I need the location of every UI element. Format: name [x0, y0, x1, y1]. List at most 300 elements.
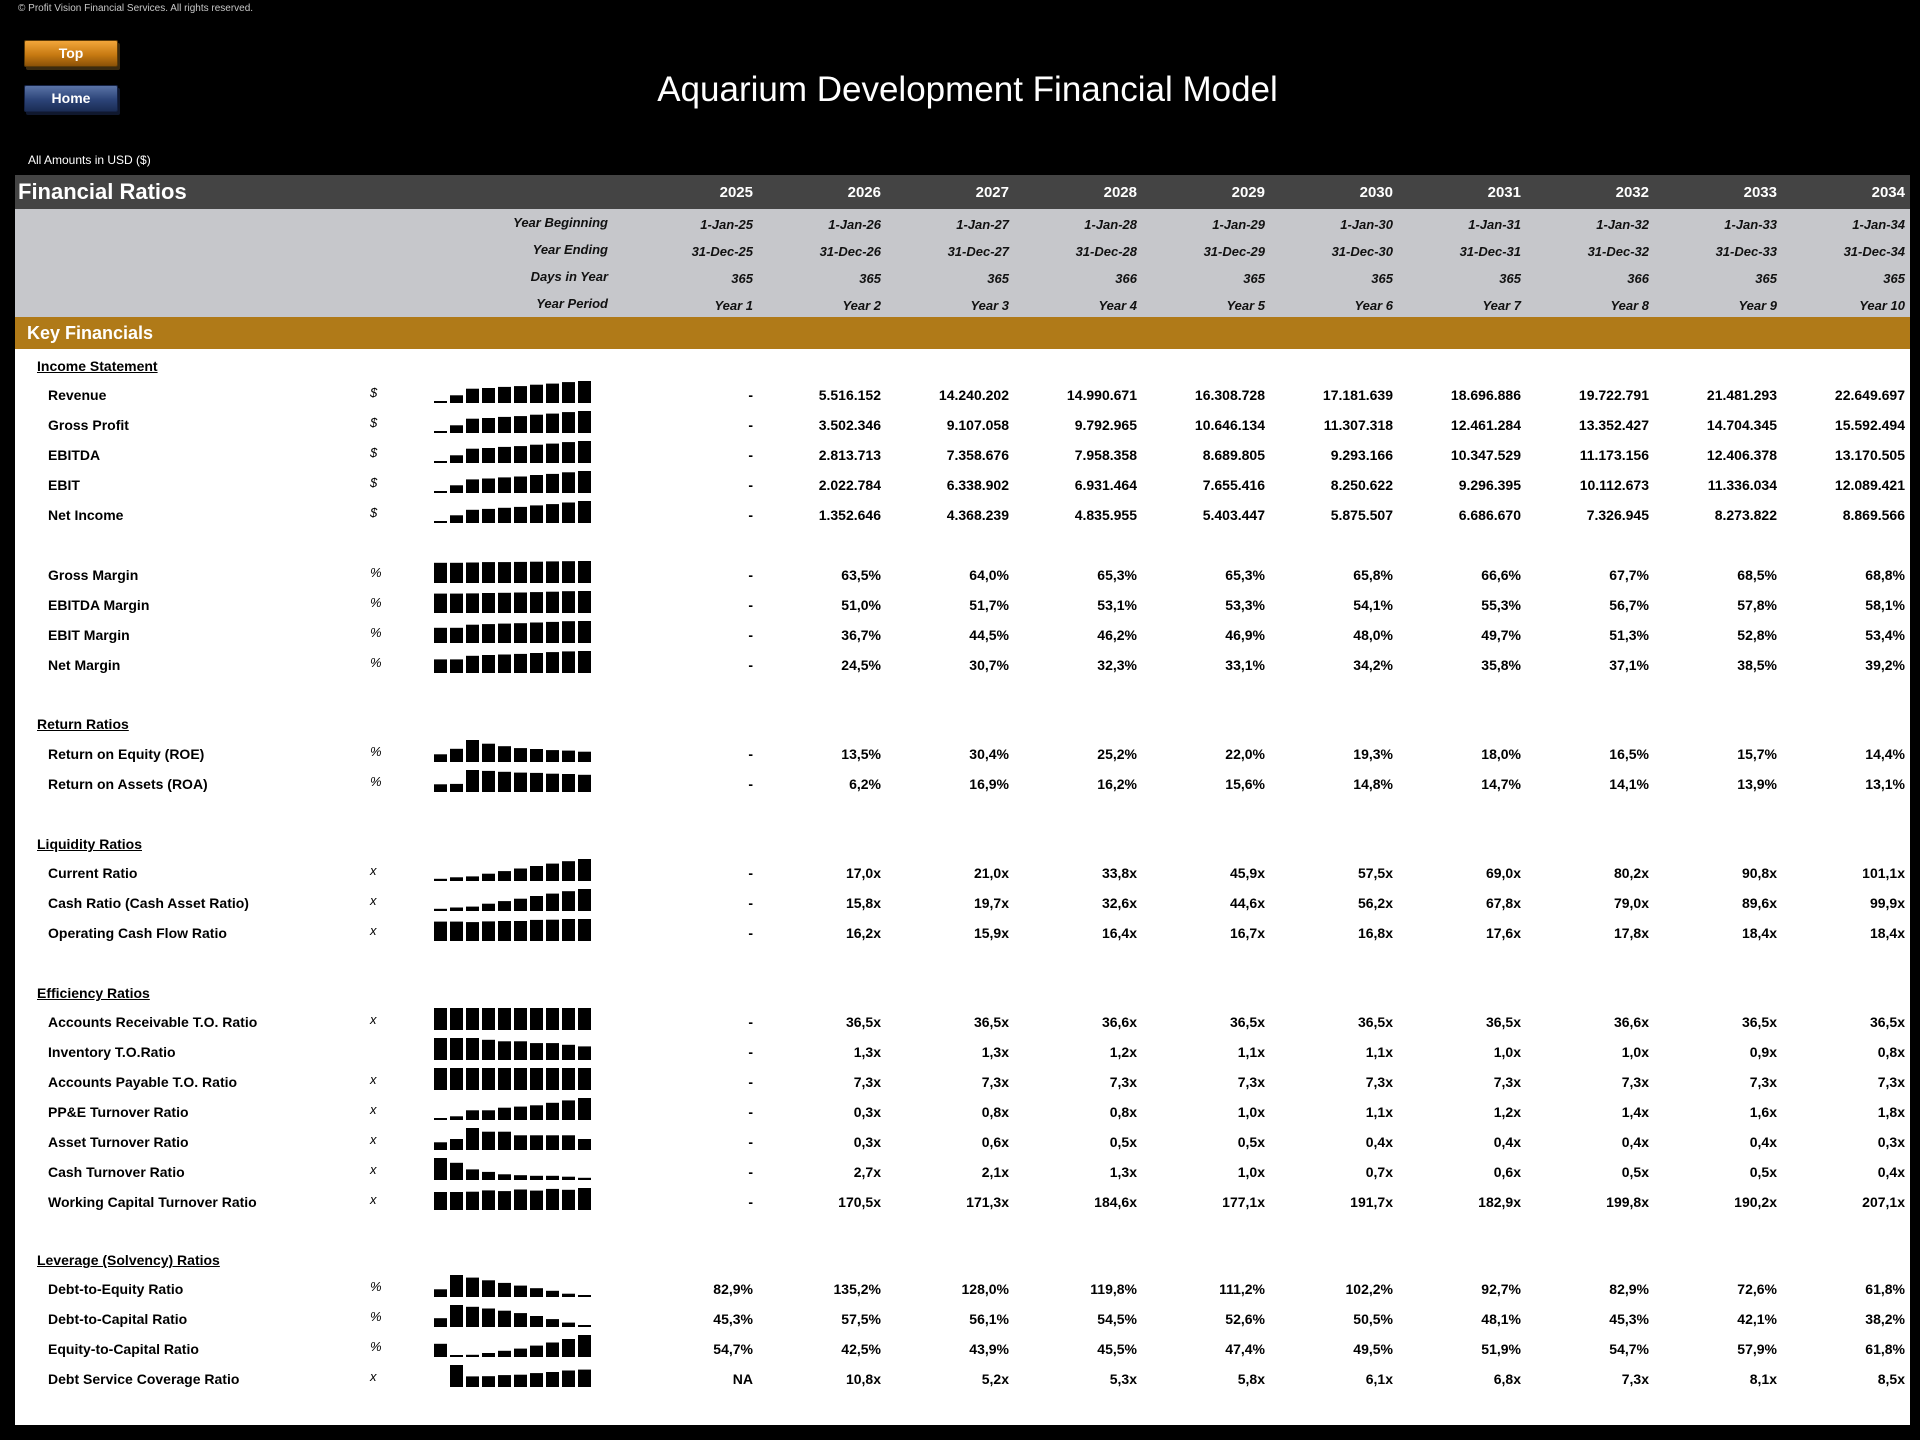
- home-button[interactable]: Home: [24, 85, 118, 112]
- spark-bar: [514, 1175, 527, 1180]
- value-cell: 58,1%: [1865, 597, 1905, 613]
- spark-bar: [450, 659, 463, 673]
- sparkline: [433, 1008, 593, 1030]
- spark-bar: [546, 750, 559, 762]
- value-cell: 18,4x: [1741, 925, 1777, 941]
- sparkline: [433, 770, 593, 792]
- value-cell: -: [748, 477, 753, 493]
- value-cell: 30,7%: [969, 657, 1009, 673]
- spark-bar: [466, 1278, 479, 1297]
- value-cell: 16,2%: [1097, 776, 1137, 792]
- spark-bar: [562, 412, 575, 433]
- spark-bar: [530, 1373, 543, 1387]
- spark-bar: [482, 509, 495, 523]
- row-label: Inventory T.O.Ratio: [48, 1044, 176, 1060]
- spark-bar: [482, 744, 495, 762]
- info-row-value: 1-Jan-31: [1468, 217, 1521, 232]
- info-row-value: 31-Dec-30: [1331, 244, 1393, 259]
- value-cell: -: [748, 1194, 753, 1210]
- spark-bar: [482, 1376, 495, 1387]
- info-row-value: 1-Jan-33: [1724, 217, 1777, 232]
- spark-bar: [498, 655, 511, 674]
- info-row-value: 1-Jan-25: [700, 217, 753, 232]
- spark-bar: [466, 922, 479, 941]
- top-button[interactable]: Top: [24, 40, 118, 67]
- spark-bar: [498, 1311, 511, 1327]
- info-row-value: Year 3: [970, 298, 1009, 313]
- value-cell: 14,7%: [1481, 776, 1521, 792]
- spark-bar: [434, 628, 447, 643]
- value-cell: 5.516.152: [818, 387, 881, 403]
- value-cell: 1,6x: [1749, 1104, 1777, 1120]
- spark-bar: [562, 561, 575, 583]
- value-cell: 16,5%: [1609, 746, 1649, 762]
- value-cell: 51,0%: [841, 597, 881, 613]
- value-cell: 39,2%: [1865, 657, 1905, 673]
- value-cell: 36,5x: [1485, 1014, 1521, 1030]
- row-unit: x: [370, 1102, 377, 1117]
- spark-bar: [578, 651, 591, 673]
- spark-bar: [482, 1309, 495, 1328]
- info-row-value: 31-Dec-29: [1203, 244, 1265, 259]
- spark-bar: [482, 418, 495, 433]
- spark-bar: [514, 1008, 527, 1030]
- spark-bar: [498, 1174, 511, 1180]
- spark-bar: [578, 919, 591, 941]
- spark-bar: [562, 651, 575, 673]
- spark-bar: [466, 876, 479, 881]
- value-cell: 9.792.965: [1074, 417, 1137, 433]
- spark-bar: [450, 485, 463, 493]
- spark-bar: [482, 388, 495, 403]
- spark-bar: [482, 448, 495, 463]
- spark-bar: [498, 1283, 511, 1297]
- value-cell: 63,5%: [841, 567, 881, 583]
- value-cell: 5.875.507: [1330, 507, 1393, 523]
- value-cell: 0,5x: [1237, 1134, 1265, 1150]
- value-cell: -: [748, 1014, 753, 1030]
- spark-bar: [450, 784, 463, 792]
- value-cell: -: [748, 417, 753, 433]
- value-cell: 15,7%: [1737, 746, 1777, 762]
- value-cell: 49,5%: [1353, 1341, 1393, 1357]
- value-cell: 36,5x: [1741, 1014, 1777, 1030]
- value-cell: 0,4x: [1749, 1134, 1777, 1150]
- row-label: Cash Ratio (Cash Asset Ratio): [48, 895, 249, 911]
- spark-bar: [546, 474, 559, 493]
- row-label: Net Income: [48, 507, 124, 523]
- row-label: Gross Margin: [48, 567, 139, 583]
- info-row-value: 31-Dec-25: [691, 244, 753, 259]
- value-cell: 1,3x: [981, 1044, 1009, 1060]
- spark-bar: [578, 889, 591, 911]
- spark-bar: [530, 445, 543, 463]
- info-row-value: 31-Dec-28: [1075, 244, 1137, 259]
- spark-bar: [546, 1189, 559, 1210]
- value-cell: 11.307.318: [1323, 417, 1393, 433]
- spark-bar: [482, 1132, 495, 1150]
- row-label: Return on Equity (ROE): [48, 746, 205, 762]
- value-cell: 5,8x: [1237, 1371, 1265, 1387]
- value-cell: 16,2x: [845, 925, 881, 941]
- value-cell: 47,4%: [1225, 1341, 1265, 1357]
- info-row-value: 365: [859, 271, 881, 286]
- spark-bar: [482, 1190, 495, 1210]
- spark-bar: [530, 1288, 543, 1297]
- sparkline: [433, 381, 593, 403]
- value-cell: 1,1x: [1365, 1104, 1393, 1120]
- value-cell: 190,2x: [1734, 1194, 1777, 1210]
- sparkline: [433, 889, 593, 911]
- spark-bar: [530, 623, 543, 644]
- key-financials-bar: [15, 317, 1910, 349]
- section-header-bar: [15, 175, 1910, 209]
- value-cell: 32,3%: [1097, 657, 1137, 673]
- spark-bar: [450, 563, 463, 583]
- spark-bar: [530, 896, 543, 911]
- row-label: EBIT Margin: [48, 627, 130, 643]
- spark-bar: [530, 562, 543, 583]
- section-heading: Liquidity Ratios: [37, 836, 142, 852]
- spark-bar: [514, 1286, 527, 1297]
- year-header: 2034: [1871, 184, 1905, 201]
- row-unit: $: [370, 415, 378, 430]
- info-row-label: Year Beginning: [513, 215, 608, 230]
- value-cell: 128,0%: [961, 1281, 1009, 1297]
- spark-bar: [562, 1100, 575, 1120]
- row-label: Asset Turnover Ratio: [48, 1134, 189, 1150]
- value-cell: 111,2%: [1219, 1281, 1265, 1297]
- spark-bar: [434, 879, 447, 881]
- spark-bar: [466, 1376, 479, 1387]
- value-cell: 14,1%: [1609, 776, 1649, 792]
- value-cell: 36,5x: [845, 1014, 881, 1030]
- value-cell: 48,1%: [1481, 1311, 1521, 1327]
- row-unit: %: [370, 1279, 382, 1294]
- value-cell: 34,2%: [1353, 657, 1393, 673]
- spark-bar: [546, 1176, 559, 1180]
- value-cell: -: [748, 865, 753, 881]
- spark-bar: [482, 479, 495, 494]
- value-cell: 7,3x: [1621, 1371, 1649, 1387]
- info-row-value: 1-Jan-32: [1596, 217, 1649, 232]
- value-cell: 7,3x: [1365, 1074, 1393, 1090]
- value-cell: 119,8%: [1090, 1281, 1137, 1297]
- value-cell: 8,5x: [1877, 1371, 1905, 1387]
- sparkline: [433, 1068, 593, 1090]
- value-cell: 57,5x: [1357, 865, 1393, 881]
- value-cell: 0,3x: [853, 1104, 881, 1120]
- info-row-value: 365: [1499, 271, 1521, 286]
- value-cell: 36,5x: [1229, 1014, 1265, 1030]
- spark-bar: [434, 1289, 447, 1297]
- value-cell: 36,5x: [1357, 1014, 1393, 1030]
- spark-bar: [562, 1008, 575, 1030]
- value-cell: 13.170.505: [1834, 447, 1905, 463]
- value-cell: 7,3x: [1237, 1074, 1265, 1090]
- value-cell: -: [748, 1104, 753, 1120]
- spark-bar: [482, 874, 495, 881]
- spark-bar: [450, 594, 463, 613]
- value-cell: 5.403.447: [1202, 507, 1265, 523]
- spark-bar: [466, 510, 479, 523]
- spark-bar: [578, 1335, 591, 1357]
- spark-bar: [466, 656, 479, 673]
- info-row-value: Year 4: [1098, 298, 1137, 313]
- spark-bar: [466, 1110, 479, 1120]
- value-cell: -: [748, 925, 753, 941]
- spark-bar: [530, 1191, 543, 1210]
- spark-bar: [466, 479, 479, 493]
- value-cell: 13.352.427: [1578, 417, 1649, 433]
- spark-bar: [466, 1169, 479, 1180]
- value-cell: 33,8x: [1101, 865, 1137, 881]
- spark-bar: [530, 505, 543, 523]
- value-cell: 15,6%: [1225, 776, 1265, 792]
- value-cell: 6.686.670: [1458, 507, 1521, 523]
- spark-bar: [434, 1068, 447, 1090]
- spark-bar: [562, 1190, 575, 1210]
- value-cell: 101,1x: [1862, 865, 1905, 881]
- spark-bar: [514, 654, 527, 673]
- spark-bar: [530, 1008, 543, 1030]
- value-cell: 36,6x: [1101, 1014, 1137, 1030]
- spark-bar: [578, 441, 591, 463]
- row-label: PP&E Turnover Ratio: [48, 1104, 189, 1120]
- spark-bar: [498, 772, 511, 792]
- value-cell: -: [748, 1134, 753, 1150]
- spark-bar: [578, 1178, 591, 1180]
- year-header: 2029: [1231, 184, 1265, 201]
- value-cell: -: [748, 657, 753, 673]
- spark-bar: [514, 899, 527, 911]
- spark-bar: [482, 624, 495, 643]
- info-row-value: 1-Jan-30: [1340, 217, 1393, 232]
- info-row-value: 31-Dec-26: [819, 244, 881, 259]
- spark-bar: [482, 1280, 495, 1297]
- year-header: 2031: [1487, 184, 1521, 201]
- row-label: Debt Service Coverage Ratio: [48, 1371, 240, 1387]
- spark-bar: [498, 1008, 511, 1030]
- spark-bar: [434, 491, 447, 493]
- spark-bar: [434, 521, 447, 523]
- value-cell: 9.293.166: [1330, 447, 1393, 463]
- spark-bar: [530, 592, 543, 613]
- spark-bar: [434, 1344, 447, 1357]
- value-cell: 57,9%: [1737, 1341, 1777, 1357]
- spark-bar: [578, 859, 591, 881]
- spark-bar: [434, 563, 447, 583]
- info-row-value: Year 10: [1859, 298, 1905, 313]
- value-cell: 10,8x: [845, 1371, 881, 1387]
- info-row-value: 365: [731, 271, 753, 286]
- year-header: 2026: [847, 184, 881, 201]
- row-unit: x: [370, 1012, 377, 1027]
- spark-bar: [434, 659, 447, 673]
- info-row-value: Year 8: [1610, 298, 1649, 313]
- value-cell: 61,8%: [1865, 1281, 1905, 1297]
- spark-bar: [546, 504, 559, 523]
- value-cell: 2.022.784: [818, 477, 881, 493]
- value-cell: 18,4x: [1869, 925, 1905, 941]
- info-row-label: Year Ending: [532, 242, 608, 257]
- value-cell: 0,4x: [1493, 1134, 1521, 1150]
- value-cell: 57,5%: [841, 1311, 881, 1327]
- info-row-value: 1-Jan-26: [828, 217, 881, 232]
- info-row-value: 366: [1627, 271, 1649, 286]
- value-cell: 54,7%: [713, 1341, 753, 1357]
- spark-bar: [450, 1068, 463, 1090]
- row-unit: %: [370, 1309, 382, 1324]
- value-cell: 1,3x: [853, 1044, 881, 1060]
- value-cell: 32,6x: [1101, 895, 1137, 911]
- value-cell: 45,9x: [1229, 865, 1265, 881]
- info-row-value: 365: [987, 271, 1009, 286]
- spark-bar: [514, 1349, 527, 1357]
- value-cell: 44,6x: [1229, 895, 1265, 911]
- sparkline: [433, 919, 593, 941]
- info-row-label: Days in Year: [530, 269, 608, 284]
- value-cell: -: [748, 597, 753, 613]
- spark-bar: [578, 381, 591, 403]
- spark-bar: [578, 561, 591, 583]
- spark-bar: [514, 446, 527, 463]
- spark-bar: [514, 1313, 527, 1327]
- value-cell: 12.406.378: [1706, 447, 1777, 463]
- spark-bar: [514, 416, 527, 433]
- spark-bar: [578, 1098, 591, 1120]
- value-cell: 54,1%: [1353, 597, 1393, 613]
- value-cell: 24,5%: [841, 657, 881, 673]
- spark-bar: [450, 515, 463, 523]
- row-label: Debt-to-Equity Ratio: [48, 1281, 184, 1297]
- value-cell: 49,7%: [1481, 627, 1521, 643]
- value-cell: 21,0x: [973, 865, 1009, 881]
- spark-bar: [498, 1068, 511, 1090]
- value-cell: 42,1%: [1737, 1311, 1777, 1327]
- value-cell: 1,0x: [1237, 1164, 1265, 1180]
- value-cell: 7.326.945: [1586, 507, 1649, 523]
- spark-bar: [546, 1103, 559, 1120]
- spark-bar: [450, 877, 463, 881]
- value-cell: 13,5%: [841, 746, 881, 762]
- spark-bar: [450, 1139, 463, 1150]
- value-cell: 6.338.902: [946, 477, 1009, 493]
- year-header: 2028: [1103, 184, 1137, 201]
- sparkline: [433, 501, 593, 523]
- value-cell: 0,9x: [1749, 1044, 1777, 1060]
- row-unit: x: [370, 1162, 377, 1177]
- spark-bar: [514, 1375, 527, 1387]
- value-cell: -: [748, 1164, 753, 1180]
- sparkline: [433, 471, 593, 493]
- spark-bar: [514, 562, 527, 583]
- spark-bar: [546, 622, 559, 643]
- spark-bar: [482, 904, 495, 911]
- value-cell: 14,4%: [1865, 746, 1905, 762]
- spark-bar: [514, 1068, 527, 1090]
- sparkline: [433, 740, 593, 762]
- spark-bar: [578, 1139, 591, 1150]
- value-cell: 45,3%: [713, 1311, 753, 1327]
- value-cell: 14.990.671: [1066, 387, 1137, 403]
- value-cell: 15,9x: [973, 925, 1009, 941]
- spark-bar: [450, 922, 463, 941]
- value-cell: 8.869.566: [1842, 507, 1905, 523]
- sparkline: [433, 1335, 593, 1357]
- spark-bar: [546, 894, 559, 911]
- value-cell: NA: [732, 1371, 753, 1387]
- row-unit: %: [370, 595, 382, 610]
- spark-bar: [562, 1135, 575, 1150]
- spark-bar: [562, 1294, 575, 1297]
- value-cell: 15.592.494: [1834, 417, 1905, 433]
- row-unit: %: [370, 625, 382, 640]
- row-label: Accounts Receivable T.O. Ratio: [48, 1014, 258, 1030]
- spark-bar: [578, 621, 591, 643]
- value-cell: 16.308.728: [1194, 387, 1265, 403]
- spark-bar: [530, 773, 543, 792]
- value-cell: 0,4x: [1621, 1134, 1649, 1150]
- value-cell: 0,5x: [1749, 1164, 1777, 1180]
- value-cell: 9.107.058: [946, 417, 1009, 433]
- spark-bar: [498, 1191, 511, 1210]
- info-row-value: 31-Dec-34: [1843, 244, 1905, 259]
- year-header: 2025: [719, 184, 753, 201]
- spark-bar: [562, 1339, 575, 1357]
- spark-bar: [498, 746, 511, 762]
- value-cell: 177,1x: [1222, 1194, 1265, 1210]
- value-cell: 22.649.697: [1834, 387, 1905, 403]
- spark-bar: [546, 561, 559, 583]
- value-cell: 12.461.284: [1450, 417, 1521, 433]
- value-cell: 54,7%: [1609, 1341, 1649, 1357]
- spark-bar: [578, 1325, 591, 1327]
- spark-bar: [466, 770, 479, 792]
- spark-bar: [546, 864, 559, 881]
- page-title: Aquarium Development Financial Model: [657, 70, 1278, 109]
- value-cell: 80,2x: [1613, 865, 1649, 881]
- row-unit: x: [370, 893, 377, 908]
- row-unit: %: [370, 655, 382, 670]
- spark-bar: [546, 1372, 559, 1387]
- info-row-value: 365: [1243, 271, 1265, 286]
- value-cell: 18.696.886: [1450, 387, 1521, 403]
- spark-bar: [530, 1346, 543, 1357]
- value-cell: 12.089.421: [1834, 477, 1905, 493]
- value-cell: 8.273.822: [1714, 507, 1777, 523]
- spark-bar: [514, 1041, 527, 1060]
- spark-bar: [514, 477, 527, 494]
- spark-bar: [514, 507, 527, 523]
- value-cell: 2.813.713: [818, 447, 881, 463]
- row-label: Working Capital Turnover Ratio: [48, 1194, 257, 1210]
- value-cell: 19,7x: [973, 895, 1009, 911]
- info-row-value: Year 7: [1482, 298, 1521, 313]
- value-cell: 0,5x: [1109, 1134, 1137, 1150]
- value-cell: 8.250.622: [1330, 477, 1393, 493]
- value-cell: 52,6%: [1225, 1311, 1265, 1327]
- key-financials-label: Key Financials: [27, 323, 154, 343]
- spark-bar: [546, 384, 559, 403]
- value-cell: 0,3x: [853, 1134, 881, 1150]
- spark-bar: [450, 1275, 463, 1297]
- value-cell: 102,2%: [1345, 1281, 1393, 1297]
- value-cell: -: [748, 776, 753, 792]
- value-cell: 7,3x: [853, 1074, 881, 1090]
- value-cell: 37,1%: [1609, 657, 1649, 673]
- value-cell: 1,4x: [1621, 1104, 1649, 1120]
